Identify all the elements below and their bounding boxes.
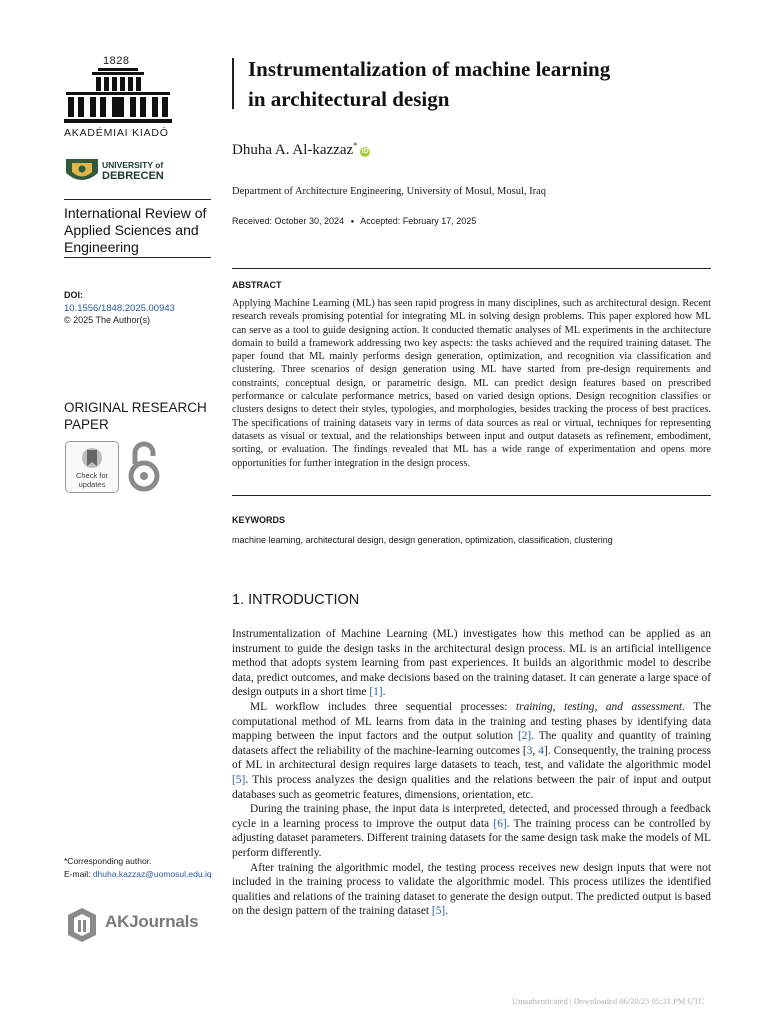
paragraph: After training the algorithmic model, the testing process receives new design inputs that were not included in the training process to validate the algorithmic model. This process utilizes the identified qualities and relations of the training dataset to generate the design output. The predicted output is based on the design pattern of the training dataset [5]. bbox=[232, 861, 711, 918]
paragraph: Instrumentalization of Machine Learning (ML) investigates how this method can be applied as an instrument to guide the design tasks in the architectural design process. ML is an artificial intelligence method that adopts system learning from past experiences. It builds an algorithmic model to describe data, predict outcomes, and make decisions based on the training dataset. It can generate a large space of design outputs in a short time [1]. bbox=[232, 628, 711, 699]
akjournals-wordmark: AKJournals bbox=[105, 912, 199, 931]
check-for-updates-badge[interactable] bbox=[65, 441, 119, 493]
author-email-link[interactable]: dhuha.kazzaz@uomosul.edu.iq bbox=[92, 869, 212, 879]
citation-link[interactable]: 4 bbox=[538, 744, 544, 757]
divider bbox=[232, 268, 711, 269]
citation-link[interactable]: [5] bbox=[431, 905, 446, 918]
email-label: E-mail: bbox=[64, 869, 91, 879]
citation-link[interactable]: [2] bbox=[517, 730, 532, 743]
copyright: © 2025 The Author(s) bbox=[64, 315, 151, 325]
title-bar bbox=[232, 58, 234, 109]
divider bbox=[232, 495, 711, 496]
paragraph: ML workflow includes three sequential processes: training, testing, and assessment. The computational method of ML learns from data in the training and testing phases by identifying data mapping between the input factors and the output solution [2]. The quality and quantity of training datasets affect the reliability of the machine-learning outcomes [3, 4]. Consequently, the training process of ML in architectural design requires large datasets to teach, test, and validate the algorithmic model [5]. This process analyzes the design qualities and the relations between the pair of input and output databases such as geometric features, dimensions, orientation, etc. bbox=[232, 700, 712, 801]
affiliation: Department of Architecture Engineering, University of Mosul, Mosul, Iraq bbox=[232, 186, 547, 197]
title-line1: Instrumentalization of machine learning bbox=[248, 57, 611, 81]
university-line1: UNIVERSITY of bbox=[102, 160, 164, 170]
section-heading: 1. INTRODUCTION bbox=[232, 592, 360, 608]
university-line2: DEBRECEN bbox=[102, 170, 164, 182]
author-name: Dhuha A. Al-kazzaz bbox=[232, 142, 354, 158]
dates bbox=[232, 216, 476, 226]
article-type: ORIGINAL RESEARCH PAPER bbox=[64, 400, 207, 432]
accepted-date: Accepted: February 17, 2025 bbox=[360, 216, 477, 226]
divider bbox=[64, 257, 211, 258]
citation-link[interactable]: [6] bbox=[493, 817, 507, 830]
keywords-text: machine learning, architectural design, design generation, optimization, classification, clustering bbox=[232, 535, 613, 545]
article-title bbox=[248, 54, 718, 114]
abstract-label: ABSTRACT bbox=[232, 280, 282, 290]
check-line1: Check for bbox=[75, 471, 109, 480]
citation-link[interactable]: [1] bbox=[369, 686, 383, 699]
keywords-label: KEYWORDS bbox=[232, 515, 286, 525]
doi-link[interactable]: 10.1556/1848.2025.00943 bbox=[64, 303, 175, 314]
citation-link[interactable]: 3 bbox=[526, 744, 533, 757]
corresponding-author-label: *Corresponding author. bbox=[64, 856, 152, 866]
orcid-icon[interactable]: iD bbox=[361, 148, 369, 155]
bookmark-icon bbox=[66, 444, 118, 474]
journal-name: International Review of Applied Sciences and Engineering bbox=[64, 205, 207, 255]
doi-label: DOI: bbox=[64, 290, 83, 300]
bullet: ● bbox=[350, 219, 355, 225]
open-access-icon bbox=[126, 440, 162, 492]
email-line bbox=[64, 869, 212, 879]
citation-link[interactable]: [5] bbox=[232, 773, 246, 786]
download-footer: Unauthenticated | Downloaded 06/20/25 05:31 PM UTC bbox=[512, 996, 705, 1006]
author-line bbox=[232, 141, 370, 159]
received-date: Received: October 30, 2024 bbox=[232, 216, 345, 226]
divider bbox=[64, 199, 211, 200]
abstract-text: Applying Machine Learning (ML) has seen rapid progress in many disciplines, such as architectural design. Recent research reveals promising potential for integrating ML in solving design problems. This paper explored how ML can serve as a tool to guide designing action. It conducted thematic analyses of ML experiments in the architecture domain to build a framework addressing two key aspects: the tasks achieved and the required training dataset. The paper found that ML mainly performs design generation, optimization, and recognition via classification and clustering. Three scenarios of design generation using ML have started from pre-design requirements and constraints, conceptual design, or parametric design. ML can predict design features based on prescribed performance or calculate performance metrics, based on varied design options. Design recognition classifies or clusters designs to detect their styles, typologies, and morphologies, besides tracking the process of best practices. The specifications of training datasets vary in terms of data sources as real or virtual, techniques for representing datasets as visual or textual, and the relationships between input and output datasets as refinement, embodiment, sorting, or evaluation. The findings revealed that ML has a wide range of experimentation and opens more opportunities for further integration in the design process. bbox=[232, 298, 711, 469]
publisher-year: 1828 bbox=[103, 55, 130, 67]
introduction-body bbox=[232, 627, 711, 919]
check-line2: updates bbox=[78, 479, 106, 489]
paragraph: During the training phase, the input data is interpreted, detected, and processed through a feedback cycle in a learning process to improve the output data [6]. The training process can be controlled by adjusting dataset parameters. Different training datasets for the same design task make the models of ML perform differently. bbox=[232, 803, 711, 859]
akademiai-kiado-logo bbox=[64, 68, 172, 126]
author-mark: * bbox=[353, 141, 358, 150]
publisher-name: AKADÉMIAI KIADÓ bbox=[64, 127, 169, 139]
title-line2: in architectural design bbox=[248, 87, 450, 111]
